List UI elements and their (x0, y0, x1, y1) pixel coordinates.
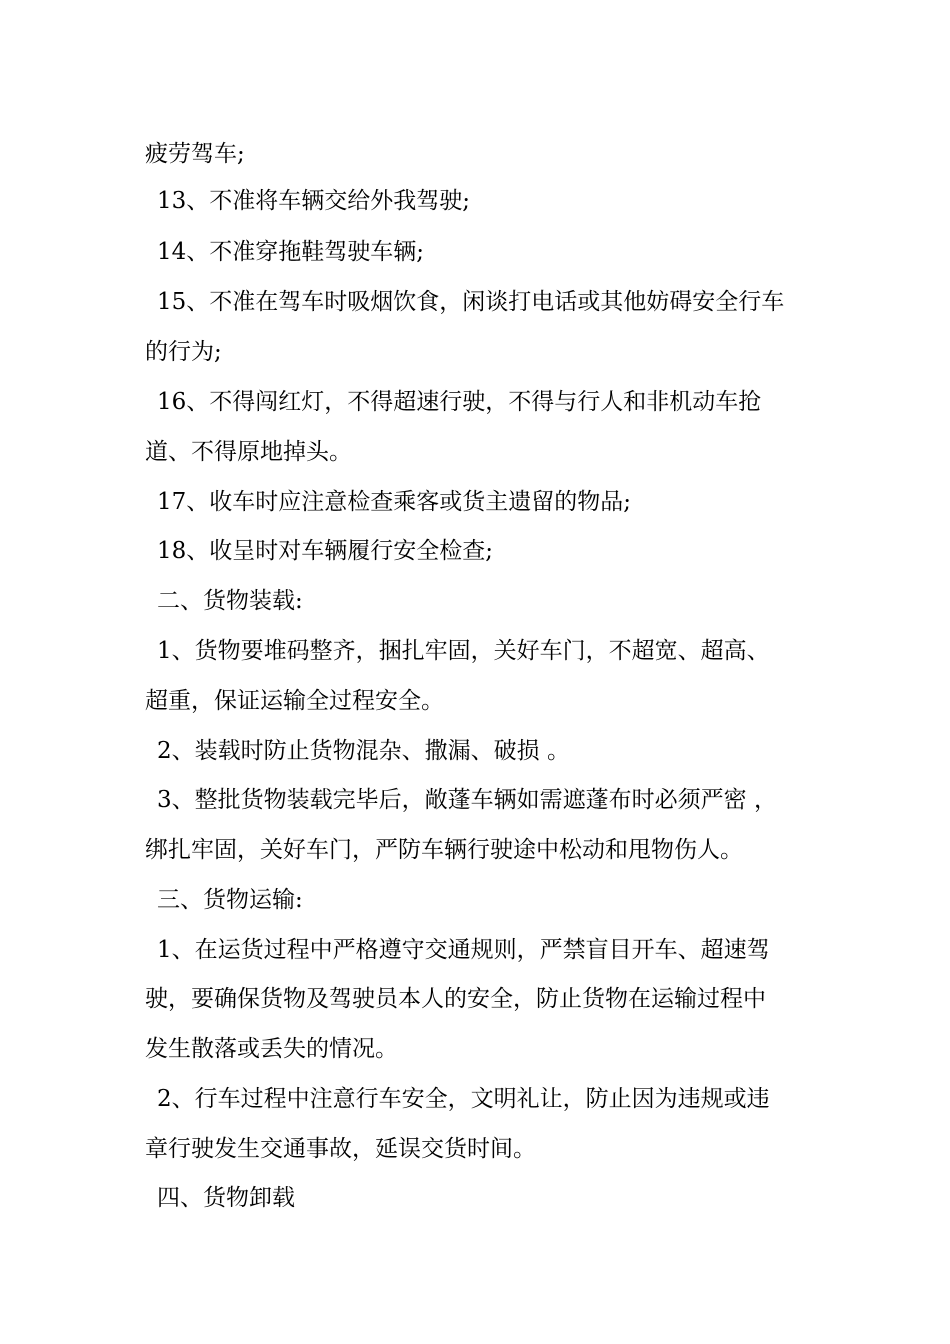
text-line: 道、不得原地掉头。 (145, 439, 352, 465)
text-line: 的行为; (145, 339, 222, 365)
text-line: 13、不准将车辆交给外我驾驶; (157, 188, 471, 214)
section-heading: 二、货物装载: (157, 588, 303, 614)
section-heading: 三、货物运输: (157, 887, 303, 913)
text-line: 18、收呈时对车辆履行安全检查; (157, 538, 494, 564)
text-line: 1、货物要堆码整齐，捆扎牢固，关好车门，不超宽、超高、 (157, 638, 770, 664)
text-line: 16、不得闯红灯，不得超速行驶，不得与行人和非机动车抢 (157, 389, 762, 415)
text-line: 2、装载时防止货物混杂、撒漏、破损 。 (157, 738, 570, 764)
text-line: 14、不准穿拖鞋驾驶车辆; (157, 239, 425, 265)
text-line: 3、整批货物装载完毕后，敞蓬车辆如需遮蓬布时必须严密 ， (157, 787, 777, 813)
section-heading: 四、货物卸载 (157, 1185, 295, 1211)
text-line: 2、行车过程中注意行车安全，文明礼让，防止因为违规或违 (157, 1086, 770, 1112)
text-line: 驶，要确保货物及驾驶员本人的安全，防止货物在运输过程中 (145, 986, 766, 1012)
text-line: 发生散落或丢失的情况。 (145, 1036, 398, 1062)
text-line: 15、不准在驾车时吸烟饮食，闲谈打电话或其他妨碍安全行车 (157, 289, 785, 315)
text-line: 超重，保证运输全过程安全。 (145, 688, 444, 714)
text-line: 1、在运货过程中严格遵守交通规则，严禁盲目开车、超速驾 (157, 937, 770, 963)
text-line: 17、收车时应注意检查乘客或货主遗留的物品; (157, 489, 632, 515)
text-line: 章行驶发生交通事故，延误交货时间。 (145, 1136, 536, 1162)
text-line: 绑扎牢固，关好车门，严防车辆行驶途中松动和甩物伤人。 (145, 837, 743, 863)
text-line: 疲劳驾车; (145, 141, 245, 167)
